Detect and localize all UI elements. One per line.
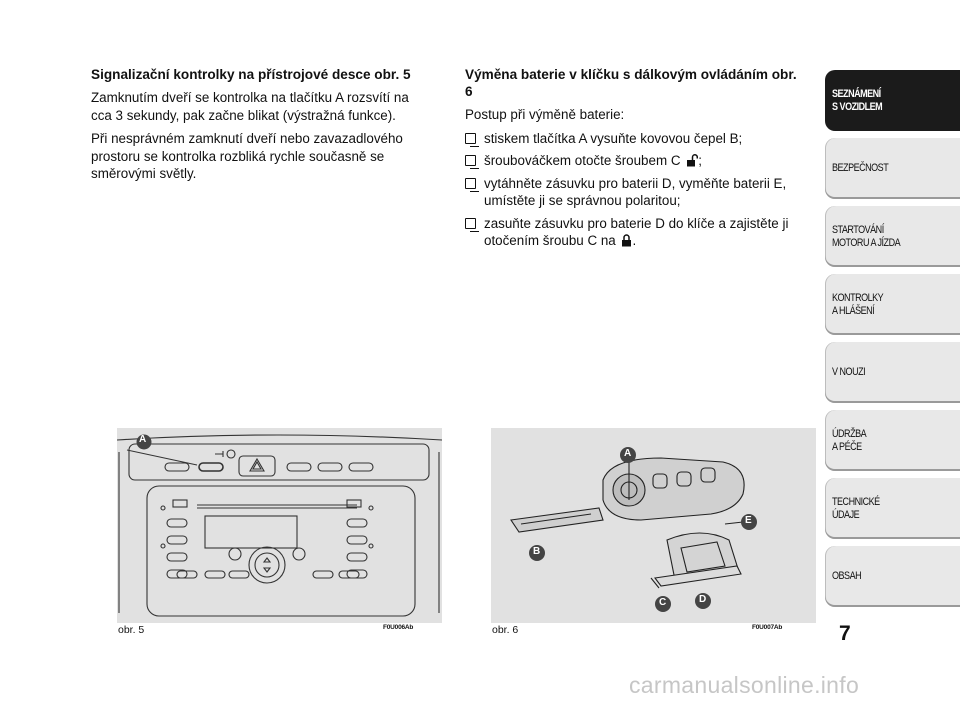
- tab-technicke-udaje[interactable]: [825, 478, 960, 539]
- tab-label: STARTOVÁNÍ MOTORU A JÍZDA: [832, 223, 901, 249]
- tab-v-nouzi[interactable]: [825, 342, 960, 403]
- step-text: vytáhněte zásuvku pro baterii D, vyměňte baterii E, umístěte ji se správnou polaritou;: [484, 175, 787, 208]
- callout-label: A: [624, 448, 632, 459]
- tab-label: V NOUZI: [832, 366, 866, 378]
- step-text: stiskem tlačítka A vysuňte kovovou čepel B;: [484, 130, 743, 146]
- tab-label: OBSAH: [832, 570, 862, 582]
- page-number: 7: [839, 622, 851, 645]
- unlock-icon: [686, 154, 698, 167]
- list-item: [465, 175, 805, 210]
- left-column: [91, 66, 431, 189]
- tab-startovani-motoru[interactable]: [825, 206, 960, 267]
- figure-remote-key: [491, 428, 816, 623]
- step-text: zasuňte zásuvku pro baterie D do klíče a zajistěte ji otočením šroubu C na: [484, 215, 789, 248]
- checkbox-bullet-icon: [465, 155, 476, 166]
- figure-6-code: F0U007Ab: [752, 624, 783, 631]
- figure-6-caption: obr. 6: [492, 624, 519, 636]
- tab-label: BEZPEČNOST: [832, 162, 889, 174]
- figure-5-code: F0U006Ab: [383, 624, 414, 631]
- tab-label: SEZNÁMENÍ S VOZIDLEM: [832, 87, 883, 113]
- tab-seznameni-s-vozidlem[interactable]: [825, 70, 960, 131]
- tab-label: KONTROLKY A HLÁŠENÍ: [832, 291, 884, 317]
- dashboard-panel-illustration: [117, 428, 442, 623]
- tab-label: TECHNICKÉ ÚDAJE: [832, 495, 880, 521]
- callout-label: C: [659, 597, 667, 608]
- tab-udrzba-a-pece[interactable]: [825, 410, 960, 471]
- tab-kontrolky-a-hlaseni[interactable]: [825, 274, 960, 335]
- callout-label: B: [533, 546, 541, 557]
- right-column: [465, 66, 805, 255]
- checkbox-bullet-icon: [465, 178, 476, 189]
- callout-label: D: [699, 594, 707, 605]
- lock-icon: [621, 234, 632, 247]
- watermark: carmanualsonline.info: [629, 672, 860, 698]
- section-heading-battery-replacement: Výměna baterie v klíčku s dálkovým ovládáním obr. 6: [465, 67, 797, 99]
- list-item: [465, 215, 805, 250]
- step-suffix: ;: [698, 153, 702, 168]
- callout-label: A: [139, 434, 147, 445]
- tab-bezpecnost[interactable]: [825, 138, 960, 199]
- section-heading-warning-lights: Signalizační kontrolky na přístrojové desce obr. 5: [91, 67, 411, 82]
- list-item: [465, 130, 805, 148]
- checkbox-bullet-icon: [465, 133, 476, 144]
- procedure-intro: Postup při výměně baterie:: [465, 107, 625, 122]
- checkbox-bullet-icon: [465, 218, 476, 229]
- paragraph-lock-indicator: Zamknutím dveří se kontrolka na tlačítku A rozsvítí na cca 3 sekundy, pak začne blikat (výstražná funkce).: [91, 90, 409, 123]
- remote-key-illustration: [491, 428, 816, 623]
- paragraph-incorrect-lock: Při nesprávném zamknutí dveří nebo zavazadlového prostoru se kontrolka rozbliká rychle současně se směrovými světly.: [91, 131, 403, 181]
- tab-obsah[interactable]: [825, 546, 960, 607]
- procedure-steps: [465, 130, 805, 250]
- callout-label: E: [745, 515, 752, 526]
- tab-label: ÚDRŽBA A PÉČE: [832, 427, 867, 453]
- figure-dashboard-panel: [117, 428, 442, 623]
- figure-5-caption: obr. 5: [118, 624, 145, 636]
- list-item: [465, 152, 805, 170]
- section-tabs: [825, 70, 960, 614]
- step-text: šroubováčkem otočte šroubem C: [484, 153, 681, 168]
- step-suffix: .: [632, 233, 637, 248]
